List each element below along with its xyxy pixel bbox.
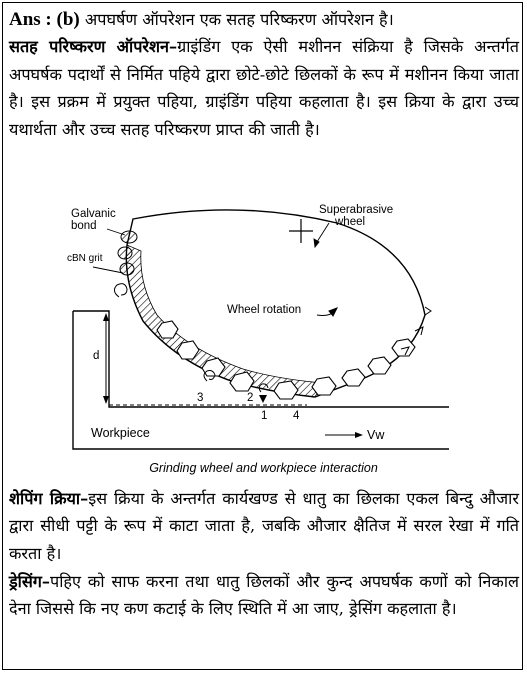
grinding-term: सतह परिष्करण ऑपरेशन– bbox=[9, 37, 178, 57]
contact-marker bbox=[259, 395, 267, 403]
grinding-text: ग्राइंडिंग एक ऐसी मशीनन संक्रिया है जिसके अन्तर्गत अपघर्षक पदार्थों से निर्मित पहिये द्वारा छोटे-छोटे छिलकों के रूप में मशीनन किया जाता है। इस प्रक्रम में प्रयुक्त पहिया, ग्राइंडिंग पहिया कहलाता है। इस क्रिया के द्वारा उच्च यथार्थता और उच्च सतह परिष्करण प्राप्त की जाती है। bbox=[9, 37, 519, 139]
shaping-term: शेपिंग क्रिया– bbox=[9, 489, 89, 508]
velocity-arrow bbox=[325, 432, 363, 438]
label-cbn-grit: cBN grit bbox=[67, 253, 103, 264]
grinding-diagram bbox=[67, 195, 457, 457]
figure-caption: Grinding wheel and workpiece interaction bbox=[149, 461, 378, 475]
answer-text: अपघर्षण ऑपरेशन एक सतह परिष्करण ऑपरेशन है। bbox=[79, 10, 394, 29]
shaping-text: इस क्रिया के अन्तर्गत कार्यखण्ड से धातु का छिलका एकल बिन्दु औजार द्वारा सीधी पट्टी के रूप में काटा जाता है, जबकि औजार क्षैतिज में सरल रेखा में गति करता है। bbox=[9, 489, 519, 563]
grinding-figure bbox=[67, 195, 457, 457]
label-wheel: wheel bbox=[335, 216, 366, 228]
label-superabrasive: Superabrasive bbox=[319, 204, 394, 216]
label-galvanic: Galvanic bbox=[71, 208, 116, 220]
label-point-3: 3 bbox=[197, 392, 204, 404]
label-point-1: 1 bbox=[261, 410, 268, 422]
depth-arrow bbox=[103, 313, 109, 404]
label-vw: Vw bbox=[367, 428, 385, 442]
dressing-text: पहिए को साफ करना तथा धातु छिलकों और कुन्द अपघर्षक कणों को निकाल देना जिससे कि नए कण कटाई के लिए स्थिति में आ जाए, ड्रेसिंग कहलाता है। bbox=[9, 572, 519, 619]
dressing-term: ड्रेसिंग– bbox=[9, 572, 51, 591]
label-point-2: 2 bbox=[247, 392, 254, 404]
answer-paragraph bbox=[9, 6, 519, 143]
label-workpiece: Workpiece bbox=[91, 426, 150, 440]
label-wheel-rotation: Wheel rotation bbox=[227, 304, 302, 316]
label-point-4: 4 bbox=[293, 410, 300, 422]
label-bond: bond bbox=[71, 220, 97, 232]
label-depth: d bbox=[93, 350, 100, 362]
shaping-paragraph bbox=[9, 485, 519, 567]
document-page bbox=[2, 2, 523, 670]
dressing-paragraph bbox=[9, 568, 519, 623]
answer-prefix: Ans : (b) bbox=[9, 9, 80, 30]
